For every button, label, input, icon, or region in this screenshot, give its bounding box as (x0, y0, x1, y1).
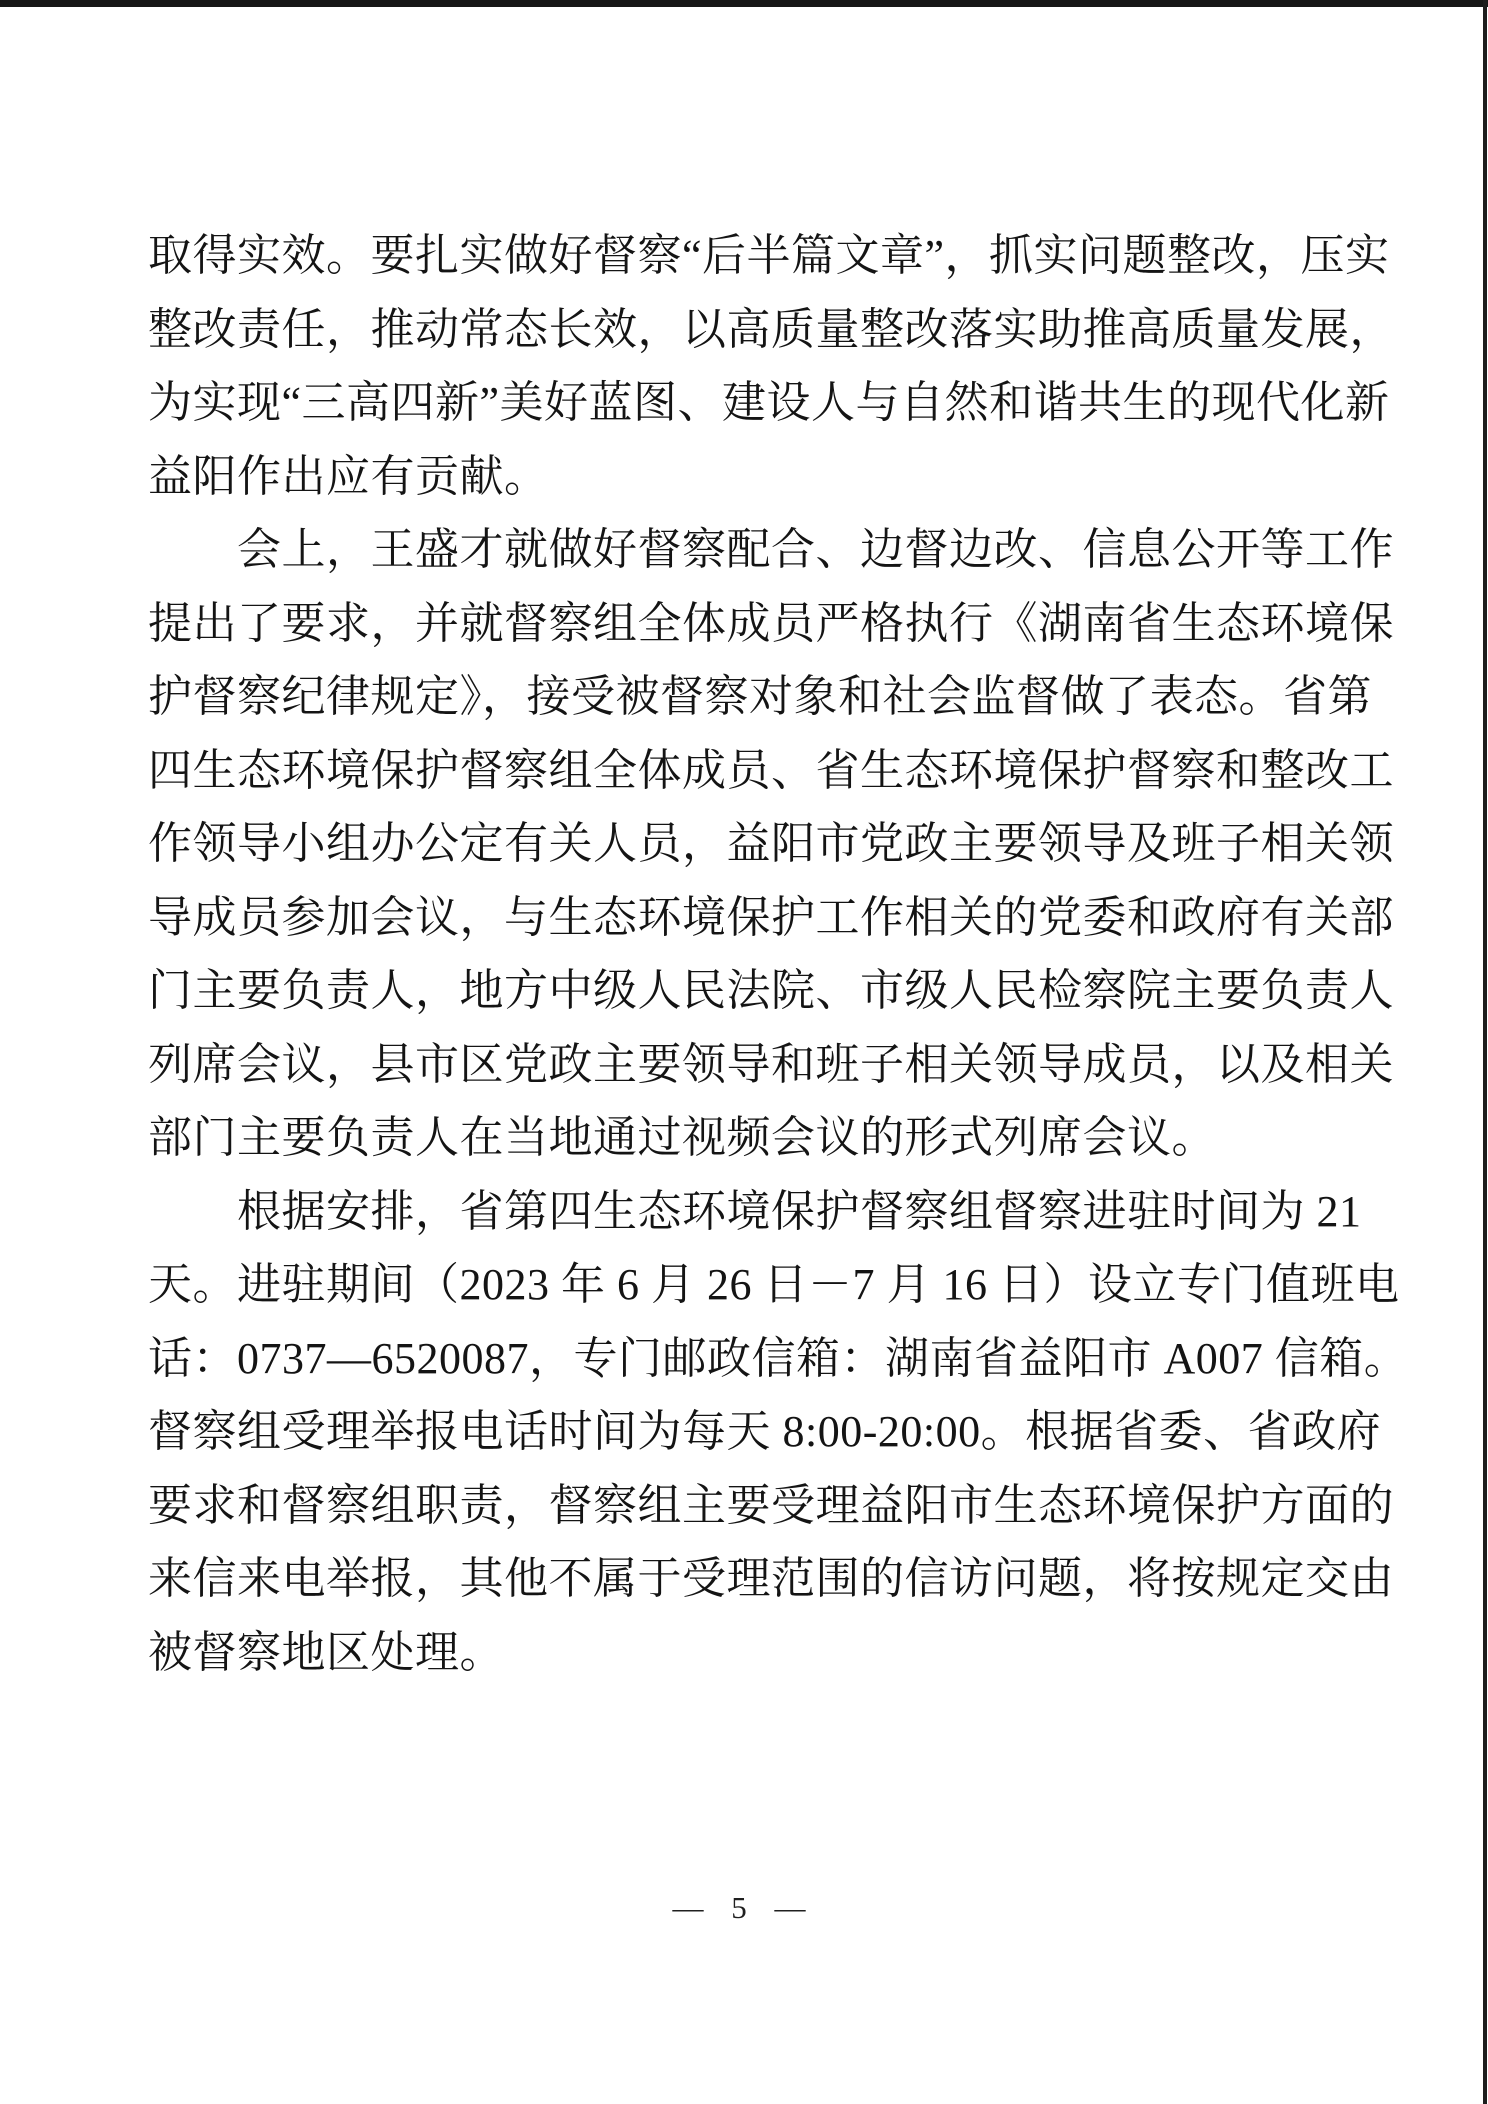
text-line: 护督察纪律规定》，接受被督察对象和社会监督做了表态。省第 (148, 672, 1372, 721)
text-line: 部门主要负责人在当地通过视频会议的形式列席会议。 (148, 1113, 1216, 1162)
text-line: 督察组受理举报电话时间为每天 8:00-20:00。根据省委、省政府 (148, 1407, 1382, 1456)
text-line: 天。进驻期间（2023 年 6 月 26 日－7 月 16 日）设立专门值班电 (148, 1260, 1400, 1309)
scan-edge-top (0, 0, 1488, 7)
text-line: 列席会议，县市区党政主要领导和班子相关领导成员，以及相关 (148, 1039, 1394, 1089)
text-line: 要求和督察组职责，督察组主要受理益阳市生态环境保护方面的 (148, 1480, 1394, 1530)
text-line: 话：0737—6520087，专门邮政信箱：湖南省益阳市 A007 信箱。 (148, 1333, 1409, 1383)
text-line: 提出了要求，并就督察组全体成员严格执行《湖南省生态环境保 (148, 598, 1394, 648)
text-line: 门主要负责人，地方中级人民法院、市级人民检察院主要负责人 (148, 966, 1394, 1015)
text-line: 被督察地区处理。 (148, 1627, 504, 1677)
text-line: 根据安排，省第四生态环境保护督察组督察进驻时间为 21 (237, 1186, 1362, 1236)
text-line: 为实现“三高四新”美好蓝图、建设人与自然和谐共生的现代化新 (148, 378, 1390, 427)
text-line: 作领导小组办公定有关人员，益阳市党政主要领导及班子相关领 (148, 819, 1394, 868)
text-line: 会上，王盛才就做好督察配合、边督边改、信息公开等工作 (237, 525, 1394, 574)
text-line: 导成员参加会议，与生态环境保护工作相关的党委和政府有关部 (148, 892, 1394, 942)
text-line: 整改责任，推动常态长效，以高质量整改落实助推高质量发展， (148, 304, 1394, 354)
page-number: — 5 — (672, 1890, 816, 1925)
text-line: 四生态环境保护督察组全体成员、省生态环境保护督察和整改工 (148, 745, 1394, 795)
scan-edge-right (1483, 0, 1487, 2104)
text-line: 来信来电举报，其他不属于受理范围的信访问题，将按规定交由 (148, 1554, 1394, 1603)
text-line: 取得实效。要扎实做好督察“后半篇文章”，抓实问题整改，压实 (148, 231, 1390, 280)
document-body (148, 219, 1409, 1689)
text-line: 益阳作出应有贡献。 (148, 451, 549, 501)
